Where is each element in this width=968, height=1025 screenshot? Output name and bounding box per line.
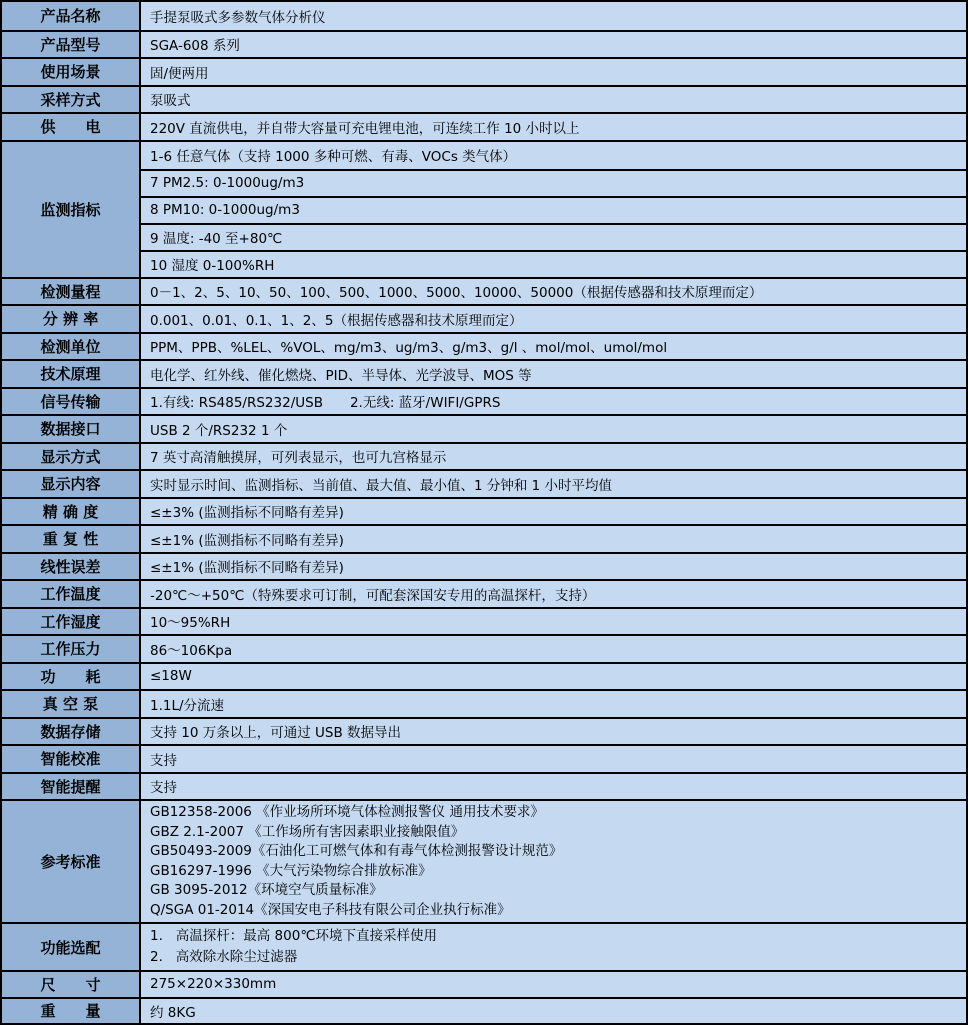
row-value	[141, 999, 966, 1024]
row-value-text: 86～106Kpa	[150, 642, 233, 659]
spec-row	[2, 717, 966, 745]
row-value-line: GB 3095-2012《环境空气质量标准》	[150, 882, 383, 898]
spec-row	[2, 359, 966, 387]
row-value	[141, 306, 966, 332]
row-value	[141, 87, 966, 113]
row-label: 产品型号	[2, 32, 141, 58]
row-value	[141, 279, 966, 305]
row-value-line: Q/SGA 01-2014《深国安电子科技有限公司企业执行标准》	[150, 901, 511, 918]
spec-row	[2, 607, 966, 635]
spec-row	[2, 579, 966, 607]
row-value-line: 2. 高效除水除尘过滤器	[150, 949, 298, 965]
row-value-text: 泵吸式	[150, 93, 191, 110]
row-label: 检测单位	[2, 334, 141, 360]
spec-row	[2, 30, 966, 58]
row-label: 采样方式	[2, 87, 141, 113]
row-label: 精 确 度	[2, 499, 141, 525]
row-value	[141, 2, 966, 30]
row-label: 重 量	[2, 999, 141, 1024]
spec-row	[2, 277, 966, 305]
row-value-text: 支持	[150, 780, 177, 797]
row-label: 智能提醒	[2, 774, 141, 800]
spec-row	[2, 689, 966, 717]
spec-row	[2, 85, 966, 113]
row-value	[141, 691, 966, 717]
row-value	[141, 924, 966, 970]
row-value-text: 220V 直流供电，并自带大容量可充电锂电池，可连续工作 10 小时以上	[150, 120, 580, 137]
row-value-line: GBZ 2.1-2007 《工作场所有害因素职业接触限值》	[150, 823, 465, 840]
row-value-text: 1.1L/分流速	[150, 697, 225, 714]
row-value-text: 275×220×330mm	[150, 976, 277, 993]
row-value-text: 0.001、0.01、0.1、1、2、5（根据传感器和技术原理而定）	[150, 312, 523, 329]
row-value-text: PPM、PPB、%LEL、%VOL、mg/m3、ug/m3、g/m3、g/l 、mol/mol、umol/mol	[150, 340, 668, 357]
row-value-text: ≤±1% (监测指标不同略有差异)	[150, 532, 344, 549]
row-label: 参考标准	[2, 801, 141, 922]
spec-row	[2, 304, 966, 332]
row-value	[141, 142, 966, 277]
row-value	[141, 746, 966, 772]
row-value-text: 支持	[150, 752, 177, 769]
spec-row	[2, 799, 966, 922]
row-value-line: GB16297-1996 《大气污染物综合排放标准》	[150, 862, 432, 879]
row-value-text: -20℃～+50℃（特殊要求可订制，可配套深国安专用的高温探杆，支持）	[150, 587, 596, 604]
row-value	[141, 32, 966, 58]
row-label: 信号传输	[2, 389, 141, 415]
row-label: 工作压力	[2, 636, 141, 662]
row-label: 功能选配	[2, 924, 141, 970]
spec-row	[2, 2, 966, 30]
row-label: 显示方式	[2, 444, 141, 470]
row-label: 监测指标	[2, 142, 141, 277]
row-value-line: GB12358-2006 《作业场所环境气体检测报警仪 通用技术要求》	[150, 804, 544, 820]
row-value-subcell: 7 PM2.5: 0-1000ug/m3	[141, 169, 966, 196]
row-value-text: USB 2 个/RS232 1 个	[150, 422, 288, 439]
row-label: 线性误差	[2, 554, 141, 580]
spec-row	[2, 922, 966, 970]
row-value	[141, 361, 966, 387]
row-value-text: 0－1、2、5、10、50、100、500、1000、5000、10000、50000（根据传感器和技术原理而定）	[150, 285, 763, 302]
spec-row	[2, 414, 966, 442]
spec-row	[2, 634, 966, 662]
row-value-text: 7 英寸高清触摸屏，可列表显示，也可九宫格显示	[150, 450, 447, 467]
row-value-subcell: 10 湿度 0-100%RH	[141, 250, 966, 277]
row-value	[141, 664, 966, 690]
spec-row	[2, 552, 966, 580]
spec-row	[2, 57, 966, 85]
spec-row	[2, 112, 966, 140]
row-label: 检测量程	[2, 279, 141, 305]
row-value-text: 1.有线: RS485/RS232/USB 2.无线: 蓝牙/WIFI/GPRS	[150, 395, 501, 412]
row-value-subcell: 1-6 任意气体（支持 1000 多种可燃、有毒、VOCs 类气体）	[150, 149, 517, 165]
row-value	[141, 114, 966, 140]
row-value	[141, 774, 966, 800]
row-label: 数据存储	[2, 719, 141, 745]
row-value	[141, 609, 966, 635]
row-label: 数据接口	[2, 416, 141, 442]
row-label: 显示内容	[2, 471, 141, 497]
row-value-text: 支持 10 万条以上，可通过 USB 数据导出	[150, 725, 402, 742]
spec-row	[2, 140, 966, 277]
row-value-line: 1. 高温探杆：最高 800℃环境下直接采样使用	[150, 928, 437, 944]
row-value-text: 固/便两用	[150, 65, 209, 82]
row-value-text: 手提泵吸式多参数气体分析仪	[150, 9, 326, 26]
row-value-subcell: 9 温度: -40 至+80℃	[141, 223, 966, 250]
row-value	[141, 499, 966, 525]
row-label: 分 辨 率	[2, 306, 141, 332]
row-value-text: SGA-608 系列	[150, 38, 240, 55]
row-value	[141, 972, 966, 997]
row-value	[141, 526, 966, 552]
row-value	[141, 636, 966, 662]
row-label: 供 电	[2, 114, 141, 140]
row-label: 工作湿度	[2, 609, 141, 635]
spec-row	[2, 387, 966, 415]
row-value	[141, 59, 966, 85]
row-value	[141, 719, 966, 745]
row-value-text: ≤±3% (监测指标不同略有差异)	[150, 505, 344, 522]
row-value	[141, 801, 966, 922]
row-label: 智能校准	[2, 746, 141, 772]
row-value-text: ≤±1% (监测指标不同略有差异)	[150, 560, 344, 577]
row-label: 技术原理	[2, 361, 141, 387]
spec-row	[2, 970, 966, 997]
row-value	[141, 581, 966, 607]
row-value-text: 约 8KG	[150, 1004, 196, 1021]
spec-row	[2, 497, 966, 525]
row-value-line: GB50493-2009《石油化工可燃气体和有毒气体检测报警设计规范》	[150, 843, 563, 859]
spec-row	[2, 332, 966, 360]
spec-row	[2, 744, 966, 772]
spec-row	[2, 442, 966, 470]
row-value	[141, 334, 966, 360]
spec-row	[2, 772, 966, 800]
row-value	[141, 554, 966, 580]
row-label: 工作温度	[2, 581, 141, 607]
row-value-text: 实时显示时间、监测指标、当前值、最大值、最小值、1 分钟和 1 小时平均值	[150, 477, 613, 494]
row-label: 功 耗	[2, 664, 141, 690]
row-value-text: 10～95%RH	[150, 615, 231, 632]
spec-row	[2, 469, 966, 497]
row-label: 使用场景	[2, 59, 141, 85]
spec-row	[2, 662, 966, 690]
row-value	[141, 389, 966, 415]
spec-row	[2, 524, 966, 552]
row-label: 产品名称	[2, 2, 141, 30]
row-label: 真 空 泵	[2, 691, 141, 717]
row-label: 尺 寸	[2, 972, 141, 997]
row-value	[141, 416, 966, 442]
row-label: 重 复 性	[2, 526, 141, 552]
row-value-subcell: 8 PM10: 0-1000ug/m3	[141, 196, 966, 223]
row-value-text: ≤18W	[150, 668, 192, 685]
row-value-text: 电化学、红外线、催化燃烧、PID、半导体、光学波导、MOS 等	[150, 367, 532, 384]
row-value	[141, 444, 966, 470]
row-value	[141, 471, 966, 497]
